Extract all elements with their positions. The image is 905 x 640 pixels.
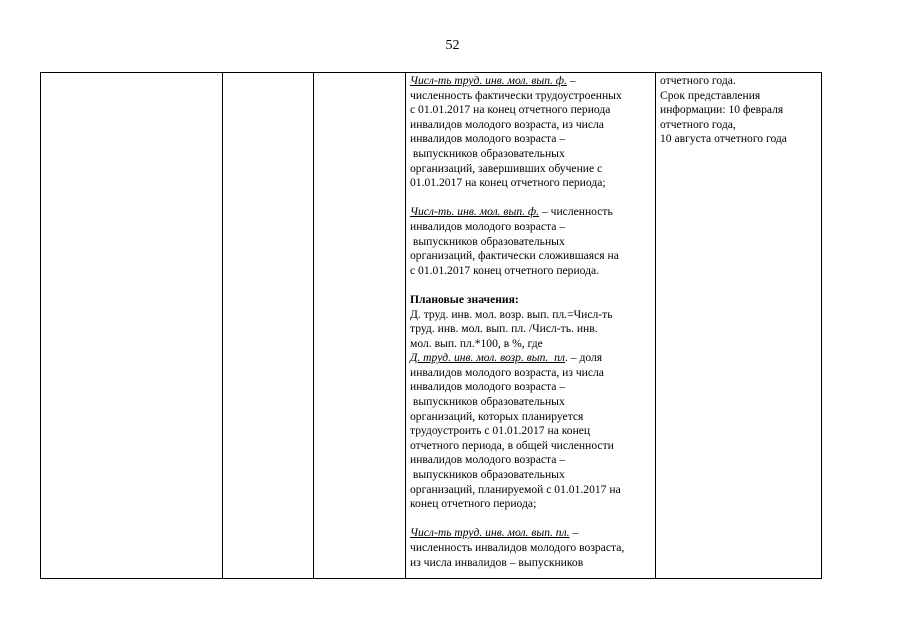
- line-text: труд. инв. мол. вып. пл. /Числ-ть. инв.: [410, 322, 598, 336]
- text-line: [410, 220, 624, 235]
- column-divider: [655, 73, 656, 578]
- line-text: организаций, завершивших обучение с: [410, 161, 603, 175]
- line-text: инвалидов молодого возраста, из числа: [410, 365, 604, 379]
- text-line: [410, 366, 624, 381]
- formula-term: Числ-ть. инв. мол. вып. ф.: [410, 205, 540, 219]
- text-line: информации: 10 февраля: [660, 103, 784, 117]
- line-text: конец отчетного периода;: [410, 497, 537, 511]
- formula-term: Д. труд. инв. мол. возр. вып. пл: [410, 351, 565, 365]
- line-text: отчетного периода, в общей численности: [410, 438, 614, 452]
- text-line: 10 августа отчетного года: [660, 132, 787, 146]
- text-line: [410, 410, 624, 425]
- line-text: из числа инвалидов – выпускников: [410, 555, 584, 569]
- line-text: мол. вып. пл.*100, в %, где: [410, 336, 543, 350]
- text-line: [410, 526, 624, 541]
- text-line: [410, 497, 624, 512]
- data-source-cell: [660, 74, 787, 147]
- line-text: –: [566, 74, 576, 87]
- text-line: [410, 439, 624, 454]
- text-line: [410, 191, 624, 206]
- line-text: –: [569, 526, 579, 540]
- line-text: – численность: [539, 205, 613, 219]
- text-line: отчетного года.: [660, 74, 736, 87]
- text-line: [410, 351, 624, 366]
- line-text: инвалидов молодого возраста, из числа: [410, 117, 604, 131]
- line-text: численность инвалидов молодого возраста,: [410, 541, 625, 554]
- text-line: [410, 512, 624, 527]
- line-text: численность фактически трудоустроенных: [410, 88, 622, 102]
- text-line: [410, 380, 624, 395]
- column-divider: [313, 73, 314, 578]
- text-line: [410, 74, 624, 89]
- text-line: [410, 293, 624, 308]
- text-line: Срок представления: [660, 88, 761, 102]
- column-divider: [222, 73, 223, 578]
- text-line: [410, 103, 624, 118]
- text-line: [410, 205, 624, 220]
- line-text: с 01.01.2017 конец отчетного периода.: [410, 263, 600, 277]
- formula-term: Числ-ть труд. инв. мол. вып. ф.: [410, 74, 567, 87]
- line-text: выпускников образовательных: [410, 395, 565, 409]
- section-heading: Плановые значения:: [410, 292, 519, 306]
- line-text: инвалидов молодого возраста –: [410, 380, 566, 394]
- text-line: [410, 483, 624, 498]
- line-text: инвалидов молодого возраста –: [410, 132, 566, 146]
- text-line: [410, 395, 624, 410]
- text-line: [410, 89, 624, 104]
- line-text: 01.01.2017 на конец отчетного периода;: [410, 176, 606, 190]
- line-text: выпускников образовательных: [410, 234, 565, 248]
- text-line: [410, 249, 624, 264]
- text-line: [410, 424, 624, 439]
- line-text: организаций, которых планируется: [410, 409, 584, 423]
- text-line: [410, 176, 624, 191]
- text-line: [410, 264, 624, 279]
- line-text: трудоустроить с 01.01.2017 на конец: [410, 424, 591, 438]
- text-line: [410, 235, 624, 250]
- text-line: [410, 118, 624, 133]
- text-line: [410, 541, 624, 556]
- indicator-table: [40, 72, 822, 579]
- formula-term: Числ-ть труд. инв. мол. вып. пл.: [410, 526, 570, 540]
- text-line: [410, 132, 624, 147]
- text-line: [410, 556, 624, 571]
- line-text: . – доля: [564, 351, 603, 365]
- line-text: организаций, фактически сложившаяся на: [410, 249, 619, 263]
- text-line: отчетного года,: [660, 117, 736, 131]
- page-number: 52: [445, 38, 460, 53]
- text-line: [410, 468, 624, 483]
- text-line: [410, 322, 624, 337]
- column-divider: [405, 73, 406, 578]
- line-text: выпускников образовательных: [410, 468, 565, 482]
- text-line: [410, 308, 624, 323]
- text-line: [410, 337, 624, 352]
- line-text: организаций, планируемой с 01.01.2017 на: [410, 482, 621, 496]
- calculation-method-cell: [410, 74, 624, 570]
- text-line: [410, 162, 624, 177]
- line-text: инвалидов молодого возраста –: [410, 453, 566, 467]
- text-line: [410, 278, 624, 293]
- line-text: с 01.01.2017 на конец отчетного периода: [410, 103, 611, 117]
- text-line: [410, 147, 624, 162]
- line-text: выпускников образовательных: [410, 146, 565, 160]
- text-line: [410, 453, 624, 468]
- line-text: инвалидов молодого возраста –: [410, 219, 566, 233]
- line-text: Д. труд. инв. мол. возр. вып. пл.=Числ-ть: [410, 307, 613, 321]
